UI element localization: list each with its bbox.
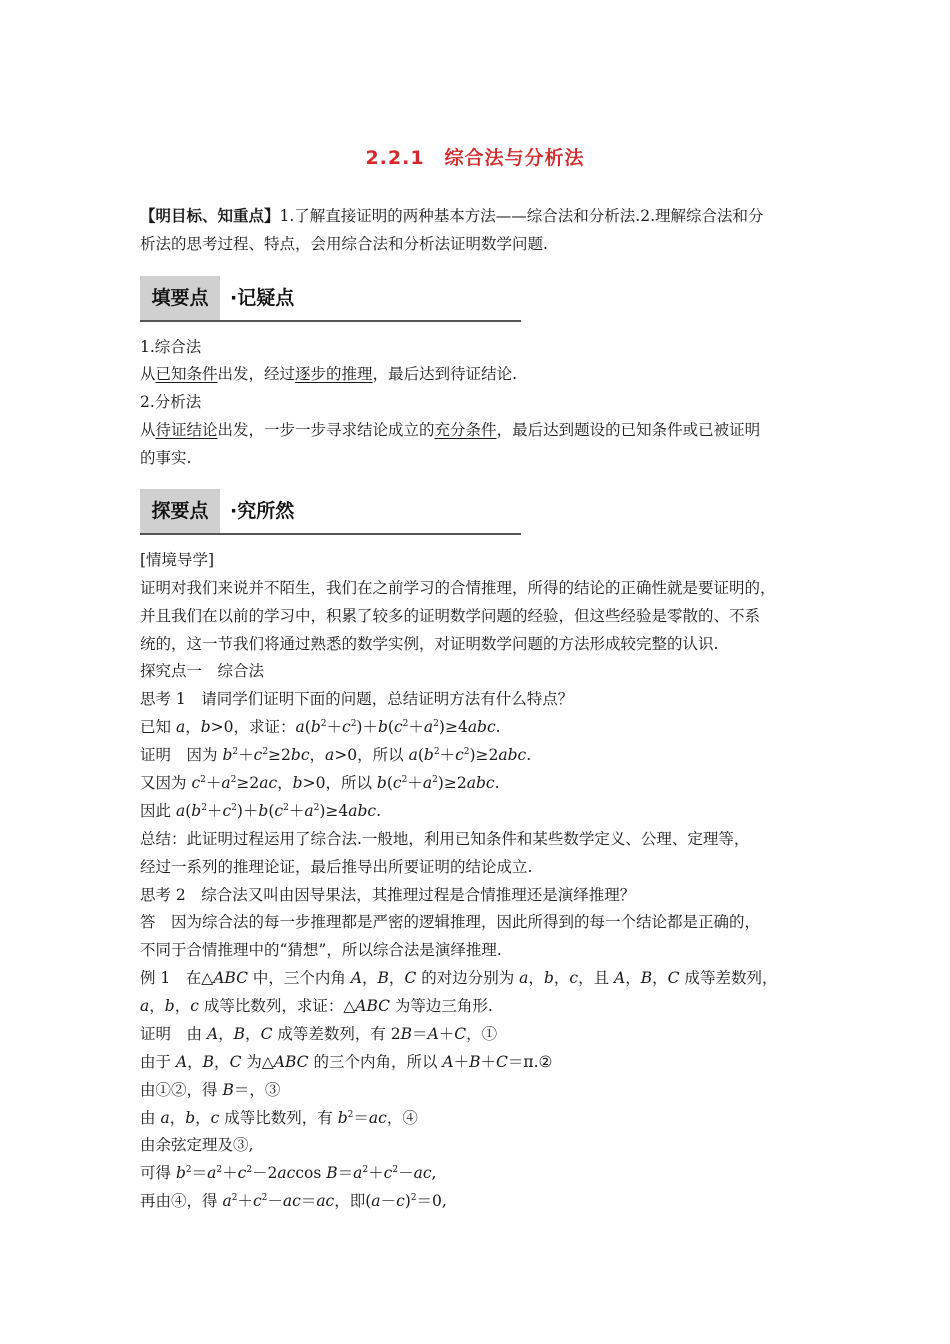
example-proof-6: 可得 $b^2=a^2+c^2-2accos$ $B=a^2+c^2-ac$, <box>140 1164 437 1182</box>
intro-line-3: 统的，这一节我们将通过熟悉的数学实例，对证明数学问题的方法形成较完整的认识. <box>140 635 719 653</box>
proof-line-1: 证明 因为 $b^2+c^2\ge 2bc$，a>0，所以 $a(b^2+c^2)\ge 2abc$. <box>140 746 532 764</box>
intro-line-1: 证明对我们来说并不陌生，我们在之前学习的合情推理，所得的结论的正确性就是要证明的， <box>140 579 776 597</box>
proof-line-3: 因此 $a(b^2+c^2)+b(c^2+a^2)\ge 4abc$. <box>140 802 382 820</box>
problem-statement: 已知 a，b>0，求证：$a(b^2+c^2)+b(c^2+a^2)\ge 4abc$. <box>140 718 501 736</box>
example-1-line-1: 例 1 在△ABC 中，三个内角 A，B，C 的对边分别为 a，b，c，且 A，B，C 成等差数列， <box>140 969 778 987</box>
answer-line-2: 不同于合情推理中的“猜想”，所以综合法是演绎推理. <box>140 941 502 959</box>
example-proof-5: 由余弦定理及③, <box>140 1136 254 1154</box>
example-proof-4: 由 a，b，c 成等比数列，有 $b^2=ac$，④ <box>140 1109 418 1127</box>
fill-item2-title: 2.分析法 <box>140 393 202 411</box>
objective-text-1: 1.了解直接证明的两种基本方法——综合法和分析法.2.理解综合法和分 <box>279 207 764 225</box>
text-fragment: 从 <box>140 421 156 439</box>
example-proof-7: 再由④，得 $a^2+c^2-ac=ac$，即$(a-c)^2=0$, <box>140 1192 447 1210</box>
answer-line-1: 答 因为综合法的每一步推理都是严密的逻辑推理，因此所得到的每一个结论都是正确的， <box>140 913 761 931</box>
text-fragment: ，最后达到待证结论. <box>372 365 517 383</box>
summary-line-1: 总结：此证明过程运用了综合法.一般地，利用已知条件和某些数学定义、公理、定理等， <box>140 830 750 848</box>
example-proof-1: 证明 由 A，B，C 成等差数列，有 2B＝A＋C，① <box>140 1025 498 1043</box>
fill-item2-text <box>140 420 830 440</box>
explore-point-1: 探究点一 综合法 <box>140 662 265 680</box>
objective-line-2: 析法的思考过程、特点，会用综合法和分析法证明数学问题. <box>140 235 548 253</box>
section-header-fill <box>140 276 521 322</box>
blank-answer: 充分条件 <box>434 421 497 439</box>
blank-answer: 待证结论 <box>155 421 218 439</box>
fill-item1-title: 1.综合法 <box>140 338 202 356</box>
think-2: 思考 2 综合法又叫由因导果法，其推理过程是合情推理还是演绎推理？ <box>140 886 636 904</box>
text-fragment: 出发，经过 <box>217 365 296 383</box>
fill-item1-text <box>140 364 830 384</box>
proof-line-2: 又因为 $c^2+a^2\ge 2ac$，b>0，所以 $b(c^2+a^2)\ge 2abc$. <box>140 774 500 792</box>
text-fragment: 出发，一步一步寻求结论成立的 <box>217 421 435 439</box>
page-title: 2.2.1 综合法与分析法 <box>365 147 585 169</box>
objective-line-1 <box>140 206 830 226</box>
section-box-fill: 填要点 <box>140 276 220 320</box>
section-subtitle-fill: ·记疑点 <box>230 287 295 309</box>
blank-answer: 已知条件 <box>155 365 218 383</box>
example-1-line-2: a，b，c 成等比数列，求证：△ABC 为等边三角形. <box>140 997 493 1015</box>
example-proof-2: 由于 A，B，C 为△ABC 的三个内角，所以 A＋B＋C＝π.② <box>140 1053 553 1071</box>
think-1: 思考 1 请同学们证明下面的问题，总结证明方法有什么特点？ <box>140 690 574 708</box>
text-fragment: 从 <box>140 365 156 383</box>
example-proof-3: 由①②，得 B＝，③ <box>140 1081 281 1099</box>
objective-tag: 【明目标、知重点】 <box>140 206 280 225</box>
section-box-explore: 探要点 <box>140 489 220 533</box>
intro-tag: [情境导学] <box>140 551 215 569</box>
text-fragment: ，最后达到题设的已知条件或已被证明 <box>496 421 761 439</box>
summary-line-2: 经过一系列的推理论证，最后推导出所要证明的结论成立. <box>140 858 533 876</box>
section-header-explore <box>140 489 521 535</box>
fill-item2-text-2: 的事实. <box>140 449 192 467</box>
section-subtitle-explore: ·究所然 <box>230 500 295 522</box>
blank-answer: 逐步的推理 <box>295 365 373 383</box>
intro-line-2: 并且我们在以前的学习中，积累了较多的证明数学问题的经验，但这些经验是零散的、不系 <box>140 607 761 625</box>
